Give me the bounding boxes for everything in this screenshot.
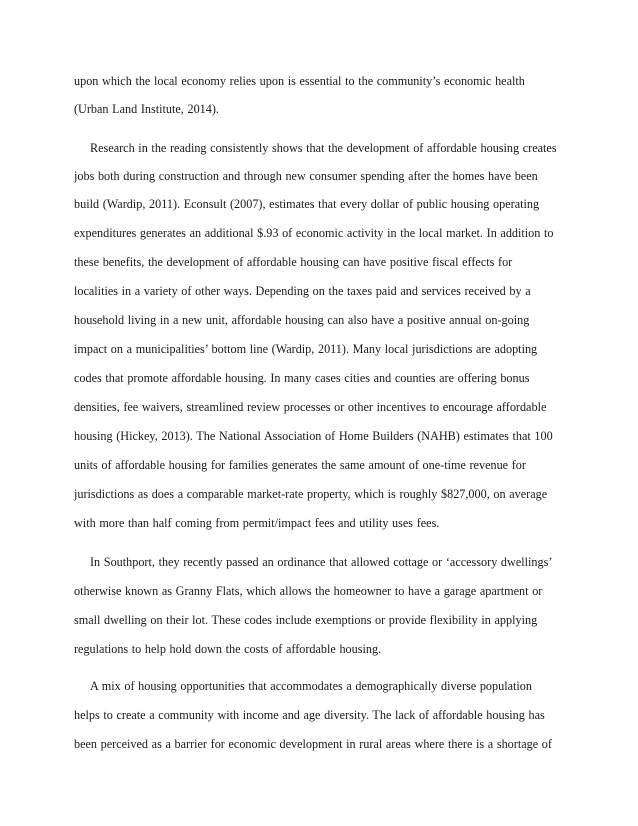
text-line: with more than half coming from permit/impact fees and utility uses fees. [74, 516, 440, 530]
text-line: upon which the local economy relies upon is essential to the community’s economic health [74, 74, 525, 88]
text-line: densities, fee waivers, streamlined review processes or other incentives to encourage affordable [74, 400, 547, 414]
text-line: build (Wardip, 2011). Econsult (2007), estimates that every dollar of public housing operating [74, 197, 540, 211]
text-line: housing (Hickey, 2013). The National Association of Home Builders (NAHB) estimates that 100 [74, 429, 553, 443]
text-line: been perceived as a barrier for economic development in rural areas where there is a shortage of [74, 737, 552, 751]
text-line: jurisdictions as does a comparable market-rate property, which is roughly $827,000, on average [74, 487, 548, 501]
text-line: helps to create a community with income and age diversity. The lack of affordable housing has [74, 708, 545, 722]
text-line: regulations to help hold down the costs of affordable housing. [74, 642, 382, 656]
text-line: (Urban Land Institute, 2014). [74, 102, 219, 116]
text-line: impact on a municipalities’ bottom line (Wardip, 2011). Many local jurisdictions are adopting [74, 342, 538, 356]
paragraph-first-line: A mix of housing opportunities that accommodates a demographically diverse population [90, 679, 532, 693]
text-line: localities in a variety of other ways. Depending on the taxes paid and services received by a [74, 284, 531, 298]
text-line: expenditures generates an additional $.93 of economic activity in the local market. In addition to [74, 226, 554, 240]
text-line: these benefits, the development of affordable housing can have positive fiscal effects for [74, 255, 513, 269]
text-line: otherwise known as Granny Flats, which allows the homeowner to have a garage apartment or [74, 584, 543, 598]
text-line: codes that promote affordable housing. In many cases cities and counties are offering bonus [74, 371, 530, 385]
paragraph-first-line: Research in the reading consistently shows that the development of affordable housing creates [90, 141, 557, 155]
text-line: units of affordable housing for families generates the same amount of one-time revenue for [74, 458, 526, 472]
text-line: small dwelling on their lot. These codes include exemptions or provide flexibility in applying [74, 613, 538, 627]
paragraph-first-line: In Southport, they recently passed an ordinance that allowed cottage or ‘accessory dwellings’ [90, 555, 553, 569]
text-line: household living in a new unit, affordable housing can also have a positive annual on-going [74, 313, 530, 327]
text-line: jobs both during construction and through new consumer spending after the homes have been [74, 169, 538, 183]
